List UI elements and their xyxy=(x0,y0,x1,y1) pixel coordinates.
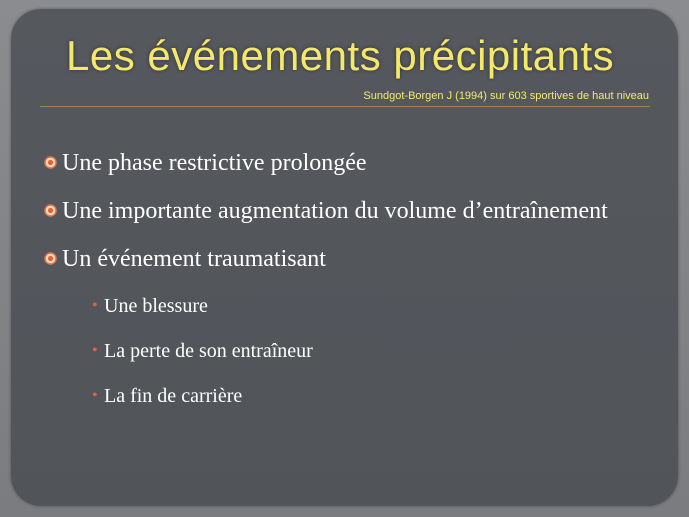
dot-bullet-icon: • xyxy=(92,297,98,314)
slide-subtitle: Sundgot-Borgen J (1994) sur 603 sportives de haut niveau xyxy=(363,90,649,102)
bullet-list xyxy=(42,140,662,419)
dot-bullet-icon: • xyxy=(92,387,98,404)
sub-bullet-text: La fin de carrière xyxy=(104,385,243,407)
title-divider xyxy=(40,106,650,107)
bullet-text: Une importante augmentation du volume d’entraînement xyxy=(62,198,608,224)
bullet-text: Une phase restrictive prolongée xyxy=(62,150,367,176)
slide-title: Les événements précipitants xyxy=(66,32,615,79)
bullet-item xyxy=(42,236,662,282)
dot-bullet-icon: • xyxy=(92,342,98,359)
circle-bullet-icon xyxy=(44,252,57,265)
circle-bullet-icon xyxy=(44,156,57,169)
bullet-text: Un événement traumatisant xyxy=(62,246,326,272)
sub-bullet-item xyxy=(42,374,662,419)
bullet-item xyxy=(42,188,662,234)
sub-bullet-text: La perte de son entraîneur xyxy=(104,340,313,362)
sub-bullet-item xyxy=(42,329,662,374)
bullet-item xyxy=(42,140,662,186)
sub-bullet-text: Une blessure xyxy=(104,295,208,317)
sub-bullet-item xyxy=(42,284,662,329)
circle-bullet-icon xyxy=(44,204,57,217)
